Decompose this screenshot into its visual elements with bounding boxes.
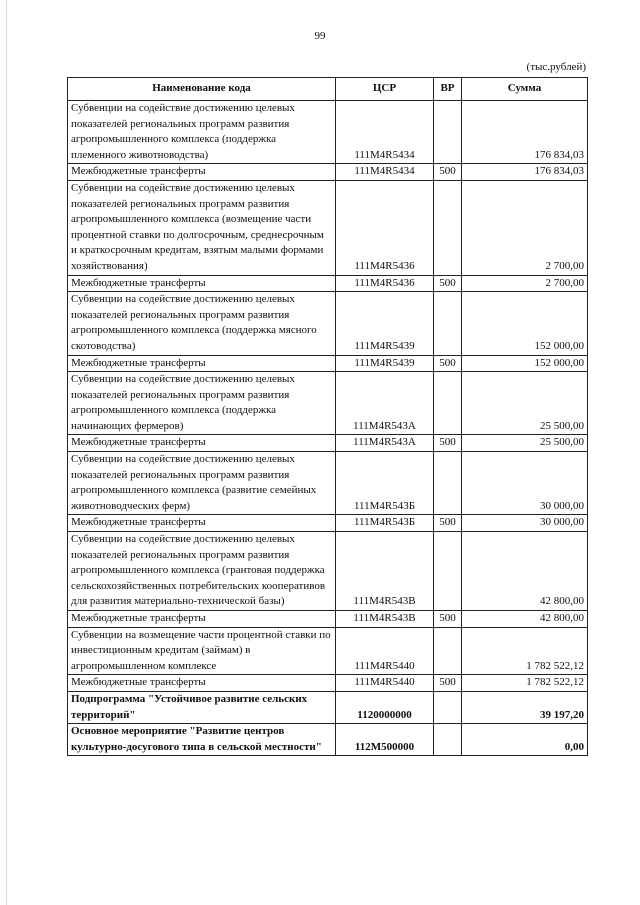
table-row [68, 627, 588, 675]
cell-vr [434, 691, 462, 723]
cell-sum: 42 800,00 [462, 532, 588, 611]
cell-name: Межбюджетные трансферты [68, 675, 336, 692]
cell-vr [434, 452, 462, 515]
cell-csr: 112M500000 [336, 724, 434, 756]
cell-name: Субвенции на содействие достижению целевых показателей региональных программ развития агропромышленного комплекса (поддержка начинающих фермеров) [68, 372, 336, 435]
cell-csr: 111M4R5434 [336, 164, 434, 181]
table-row [68, 292, 588, 355]
cell-vr: 500 [434, 435, 462, 452]
cell-csr: 111M4R543В [336, 532, 434, 611]
header-name: Наименование кода [68, 78, 336, 101]
table-row [68, 611, 588, 628]
table-row [68, 164, 588, 181]
cell-sum: 176 834,03 [462, 101, 588, 164]
table-row [68, 275, 588, 292]
cell-csr: 111M4R5439 [336, 292, 434, 355]
cell-sum: 1 782 522,12 [462, 627, 588, 675]
table-row [68, 435, 588, 452]
table-header-row [68, 78, 588, 101]
scan-margin-line [6, 0, 7, 905]
cell-vr [434, 724, 462, 756]
cell-name: Межбюджетные трансферты [68, 515, 336, 532]
cell-sum: 30 000,00 [462, 452, 588, 515]
cell-sum: 25 500,00 [462, 372, 588, 435]
cell-csr: 111M4R5436 [336, 275, 434, 292]
header-sum: Сумма [462, 78, 588, 101]
cell-sum: 1 782 522,12 [462, 675, 588, 692]
cell-csr: 111M4R5440 [336, 627, 434, 675]
cell-vr [434, 180, 462, 275]
table-row [68, 101, 588, 164]
cell-sum: 152 000,00 [462, 292, 588, 355]
header-csr: ЦСР [336, 78, 434, 101]
table-row [68, 515, 588, 532]
header-vr: ВР [434, 78, 462, 101]
cell-csr: 111M4R5440 [336, 675, 434, 692]
cell-sum: 42 800,00 [462, 611, 588, 628]
cell-sum: 152 000,00 [462, 355, 588, 372]
table-row [68, 532, 588, 611]
cell-vr: 500 [434, 355, 462, 372]
cell-name: Межбюджетные трансферты [68, 275, 336, 292]
cell-sum: 30 000,00 [462, 515, 588, 532]
table-row [68, 691, 588, 723]
cell-vr: 500 [434, 164, 462, 181]
cell-name: Субвенции на содействие достижению целевых показателей региональных программ развития агропромышленного комплекса (поддержка мясного скотоводства) [68, 292, 336, 355]
cell-vr [434, 292, 462, 355]
cell-sum: 2 700,00 [462, 275, 588, 292]
cell-name: Субвенции на содействие достижению целевых показателей региональных программ развития агропромышленного комплекса (развитие семейных животноводческих ферм) [68, 452, 336, 515]
cell-csr: 111M4R543Б [336, 452, 434, 515]
cell-sum: 25 500,00 [462, 435, 588, 452]
cell-vr: 500 [434, 611, 462, 628]
cell-csr: 111M4R5434 [336, 101, 434, 164]
table-row [68, 355, 588, 372]
table-body [68, 101, 588, 756]
cell-vr [434, 627, 462, 675]
budget-table [67, 77, 588, 756]
cell-vr: 500 [434, 515, 462, 532]
cell-name: Межбюджетные трансферты [68, 611, 336, 628]
cell-vr [434, 372, 462, 435]
table-row [68, 452, 588, 515]
cell-vr [434, 101, 462, 164]
table-row [68, 724, 588, 756]
table-row [68, 675, 588, 692]
cell-name: Межбюджетные трансферты [68, 164, 336, 181]
cell-name: Субвенции на возмещение части процентной ставки по инвестиционным кредитам (займам) в агропромышленном комплексе [68, 627, 336, 675]
cell-name: Межбюджетные трансферты [68, 355, 336, 372]
page-number: 99 [314, 30, 326, 42]
cell-csr: 111M4R5439 [336, 355, 434, 372]
cell-vr: 500 [434, 275, 462, 292]
cell-name: Субвенции на содействие достижению целевых показателей региональных программ развития агропромышленного комплекса (возмещение части процентной ставки по долгосрочным, среднесрочным и краткосрочным кредитам, взятым малыми формами хозяйствования) [68, 180, 336, 275]
cell-csr: 111M4R543Б [336, 515, 434, 532]
cell-vr [434, 532, 462, 611]
units-label: (тыс.рублей) [526, 61, 586, 73]
cell-name: Основное мероприятие "Развитие центров культурно-досугового типа в сельской местности" [68, 724, 336, 756]
cell-name: Межбюджетные трансферты [68, 435, 336, 452]
cell-name: Субвенции на содействие достижению целевых показателей региональных программ развития агропромышленного комплекса (поддержка племенного животноводства) [68, 101, 336, 164]
cell-sum: 176 834,03 [462, 164, 588, 181]
cell-csr: 1120000000 [336, 691, 434, 723]
cell-csr: 111M4R543A [336, 372, 434, 435]
cell-sum: 2 700,00 [462, 180, 588, 275]
table-row [68, 180, 588, 275]
cell-csr: 111M4R543A [336, 435, 434, 452]
cell-sum: 0,00 [462, 724, 588, 756]
cell-csr: 111M4R5436 [336, 180, 434, 275]
cell-sum: 39 197,20 [462, 691, 588, 723]
cell-vr: 500 [434, 675, 462, 692]
cell-csr: 111M4R543В [336, 611, 434, 628]
table-row [68, 372, 588, 435]
cell-name: Субвенции на содействие достижению целевых показателей региональных программ развития агропромышленного комплекса (грантовая поддержка сельскохозяйственных потребительских кооперативов для развития материально-технической базы) [68, 532, 336, 611]
cell-name: Подпрограмма "Устойчивое развитие сельских территорий" [68, 691, 336, 723]
